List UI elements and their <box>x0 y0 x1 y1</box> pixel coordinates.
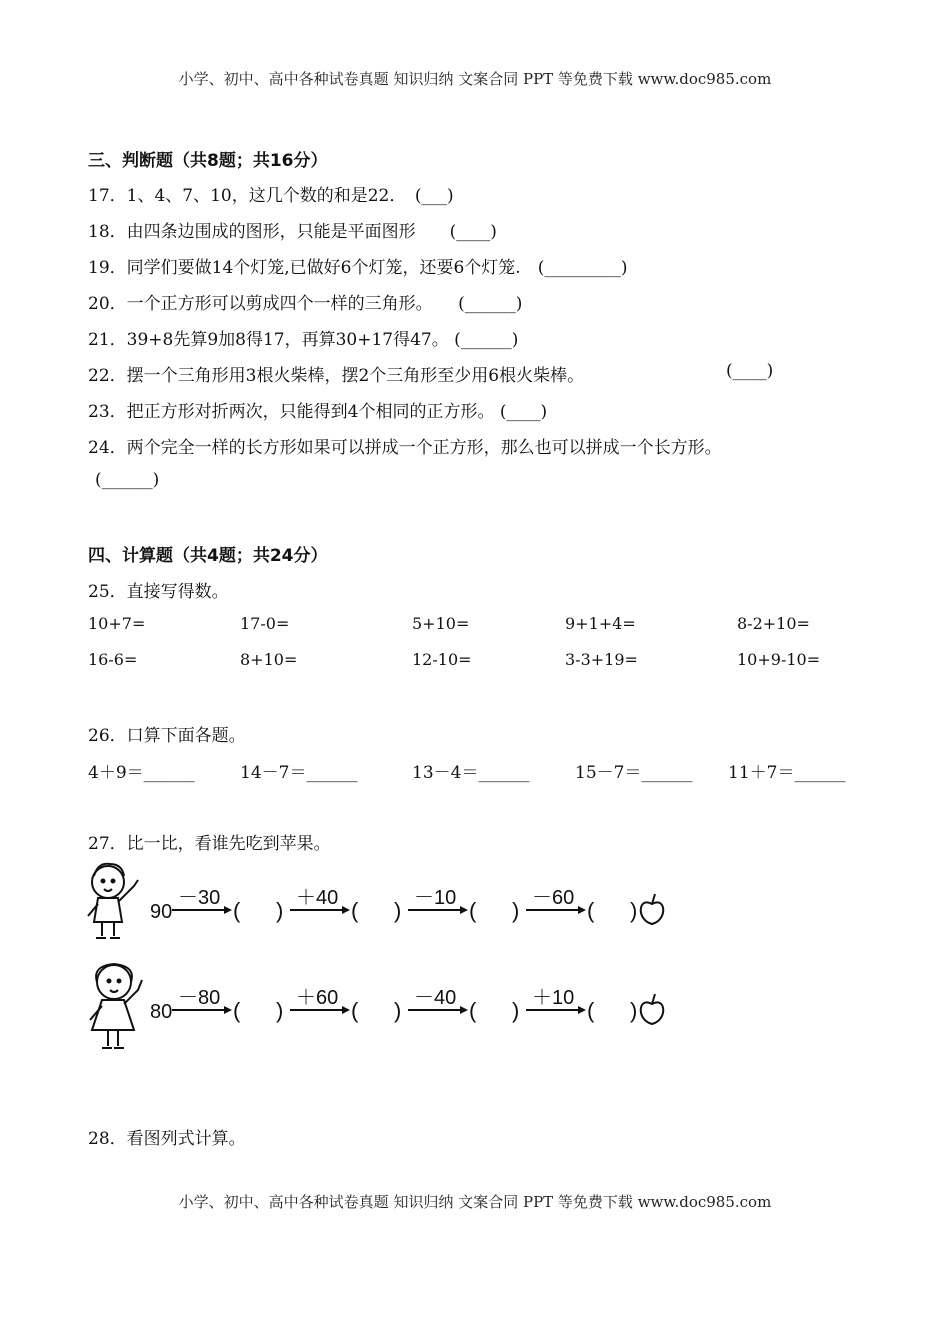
answer-paren-open[interactable]: ( <box>351 998 359 1023</box>
arrow-head <box>578 906 586 914</box>
question-21: 21．39+8先算9加8得17，再算30+17得47。 (______) <box>88 330 519 350</box>
question-25: 25．直接写得数。 <box>88 582 229 602</box>
chain-operation: ＋40 <box>296 887 339 909</box>
calc-cell: 8-2+10= <box>737 614 810 633</box>
question-20: 20．一个正方形可以剪成四个一样的三角形。 (______) <box>88 294 523 314</box>
arrow-head <box>224 1006 232 1014</box>
apple-race-figure <box>80 850 700 1065</box>
arrow-head <box>342 906 350 914</box>
arrow-head <box>224 906 232 914</box>
chain-operation: －80 <box>178 987 221 1009</box>
apple-icon <box>641 902 664 924</box>
question-22: 22．摆一个三角形用3根火柴棒，摆2个三角形至少用6根火柴棒。 <box>88 366 585 386</box>
chain-operation: －10 <box>414 887 457 909</box>
page-header: 小学、初中、高中各种试卷真题 知识归纳 文案合同 PPT 等免费下载 www.doc985.com <box>178 70 772 88</box>
answer-paren-close: ) <box>276 898 284 923</box>
calc-cell: 3-3+19= <box>565 650 638 669</box>
answer-paren-close: ) <box>394 998 402 1023</box>
mental-math-item: 11＋7＝______ <box>728 763 846 783</box>
page-footer: 小学、初中、高中各种试卷真题 知识归纳 文案合同 PPT 等免费下载 www.doc985.com <box>178 1193 772 1211</box>
question-23: 23．把正方形对折两次，只能得到4个相同的正方形。 (____) <box>88 402 548 422</box>
answer-paren-open[interactable]: ( <box>233 998 241 1023</box>
calc-cell: 12-10= <box>412 650 472 669</box>
section-title-judgment: 三、判断题（共8题；共16分） <box>88 151 328 171</box>
question-22-blank[interactable]: (____) <box>726 361 774 381</box>
question-24-blank[interactable]: (______) <box>95 470 160 490</box>
arrow-head <box>460 906 468 914</box>
chain-start-number: 90 <box>150 901 173 923</box>
answer-paren-close: ) <box>630 898 638 923</box>
calc-cell: 9+1+4= <box>565 614 636 633</box>
question-17: 17．1、4、7、10，这几个数的和是22． (___) <box>88 186 454 206</box>
question-27: 27．比一比，看谁先吃到苹果。 <box>88 834 331 854</box>
chain-operation: ＋60 <box>296 987 339 1009</box>
chain-operation: －30 <box>178 887 221 909</box>
arrow-head <box>460 1006 468 1014</box>
question-18: 18．由四条边围成的图形，只能是平面图形 (____) <box>88 222 497 242</box>
mental-math-item: 15－7＝______ <box>575 763 693 783</box>
arrow-head <box>578 1006 586 1014</box>
calc-cell: 8+10= <box>240 650 298 669</box>
question-28: 28．看图列式计算。 <box>88 1129 246 1149</box>
calc-cell: 10+7= <box>88 614 146 633</box>
boy-figure <box>88 864 138 938</box>
chain-operation: ＋10 <box>532 987 575 1009</box>
question-19: 19．同学们要做14个灯笼,已做好6个灯笼，还要6个灯笼. (_________) <box>88 258 628 278</box>
answer-paren-close: ) <box>394 898 402 923</box>
chain-operation: －60 <box>532 887 575 909</box>
answer-paren-open[interactable]: ( <box>351 898 359 923</box>
question-26: 26．口算下面各题。 <box>88 726 246 746</box>
answer-paren-open[interactable]: ( <box>469 898 477 923</box>
calc-cell: 5+10= <box>412 614 470 633</box>
calc-cell: 17-0= <box>240 614 290 633</box>
section-title-calculation: 四、计算题（共4题；共24分） <box>88 546 328 566</box>
mental-math-item: 13－4＝______ <box>412 763 530 783</box>
answer-paren-open[interactable]: ( <box>233 898 241 923</box>
answer-paren-open[interactable]: ( <box>587 898 595 923</box>
chain-operation: －40 <box>414 987 457 1009</box>
question-24: 24．两个完全一样的长方形如果可以拼成一个正方形，那么也可以拼成一个长方形。 <box>88 438 722 458</box>
girl-figure <box>90 964 142 1048</box>
mental-math-item: 4＋9＝______ <box>88 763 195 783</box>
answer-paren-close: ) <box>630 998 638 1023</box>
calc-cell: 10+9-10= <box>737 650 821 669</box>
answer-paren-open[interactable]: ( <box>469 998 477 1023</box>
answer-paren-close: ) <box>512 998 520 1023</box>
mental-math-item: 14－7＝______ <box>240 763 358 783</box>
arrow-head <box>342 1006 350 1014</box>
answer-paren-close: ) <box>512 898 520 923</box>
chain-start-number: 80 <box>150 1001 173 1023</box>
calc-cell: 16-6= <box>88 650 138 669</box>
apple-icon <box>641 1002 664 1024</box>
answer-paren-close: ) <box>276 998 284 1023</box>
answer-paren-open[interactable]: ( <box>587 998 595 1023</box>
